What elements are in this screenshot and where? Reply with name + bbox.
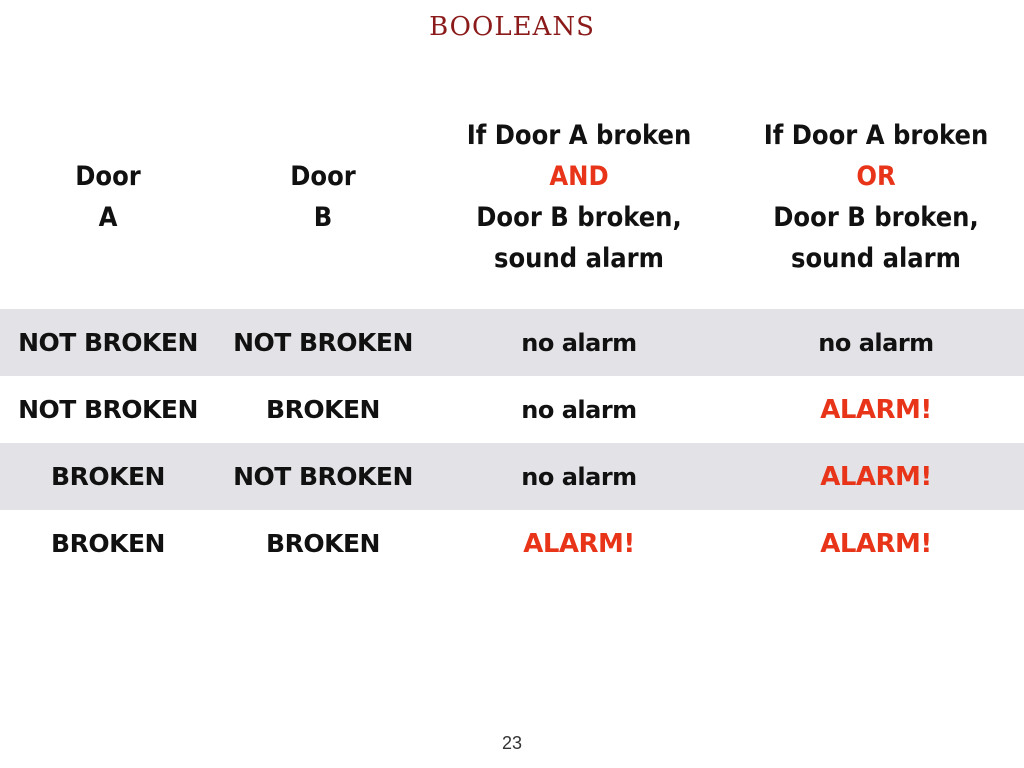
cell-door-a: BROKEN: [51, 529, 165, 558]
header-or-line-4: sound alarm: [791, 243, 961, 274]
header-and-line-4: sound alarm: [494, 243, 664, 274]
header-door-a: [0, 112, 216, 282]
table-row: [0, 376, 1024, 443]
table-row: [0, 443, 1024, 510]
header-door-a-line-2: A: [98, 202, 118, 233]
header-and-rule: [430, 112, 728, 282]
header-and-operator: AND: [549, 161, 609, 192]
cell-door-b: BROKEN: [266, 529, 380, 558]
table-row: [0, 510, 1024, 577]
header-or-rule: [728, 112, 1024, 282]
cell-door-a: BROKEN: [51, 462, 165, 491]
slide-title: BOOLEANS: [429, 12, 595, 42]
truth-table-body: [0, 309, 1024, 577]
cell-door-b: NOT BROKEN: [233, 328, 413, 357]
cell-or-result: no alarm: [818, 328, 934, 357]
header-door-a-line-1: Door: [75, 161, 141, 192]
header-and-line-1: If Door A broken: [466, 120, 692, 151]
header-or-line-3: Door B broken,: [773, 202, 979, 233]
header-and-line-3: Door B broken,: [476, 202, 682, 233]
cell-and-result: ALARM!: [523, 528, 635, 559]
table-row: [0, 309, 1024, 376]
cell-and-result: no alarm: [521, 395, 637, 424]
header-or-line-1: If Door A broken: [763, 120, 989, 151]
cell-or-result: ALARM!: [820, 528, 932, 559]
cell-and-result: no alarm: [521, 328, 637, 357]
table-header: [0, 112, 1024, 282]
header-door-b-line-1: Door: [290, 161, 356, 192]
header-door-b: [216, 112, 430, 282]
cell-or-result: ALARM!: [820, 394, 932, 425]
page-number: 23: [501, 733, 523, 753]
cell-door-a: NOT BROKEN: [18, 395, 198, 424]
cell-and-result: no alarm: [521, 462, 637, 491]
header-door-b-line-2: B: [313, 202, 333, 233]
cell-door-b: NOT BROKEN: [233, 462, 413, 491]
cell-door-b: BROKEN: [266, 395, 380, 424]
cell-or-result: ALARM!: [820, 461, 932, 492]
cell-door-a: NOT BROKEN: [18, 328, 198, 357]
header-or-operator: OR: [856, 161, 896, 192]
